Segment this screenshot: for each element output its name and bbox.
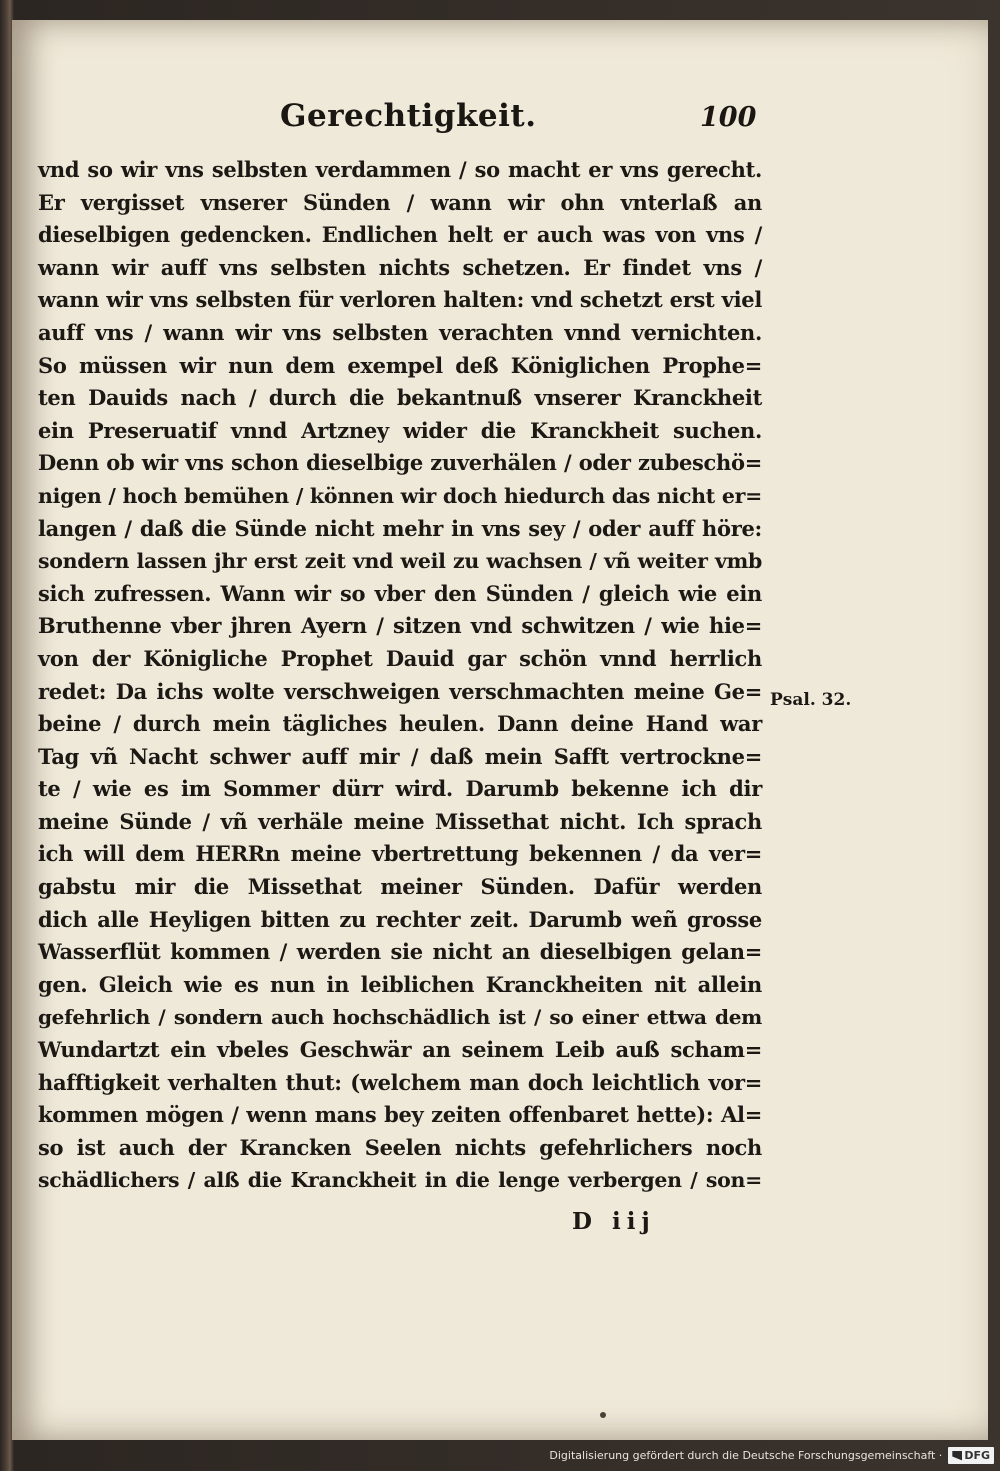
text-line: dieselbigen gedencken. Endlichen helt er auch was von vns / [38, 222, 762, 248]
text-line: Wundartzt ein vbeles Geschwär an seinem Leib auß scham= [38, 1037, 762, 1063]
book-page [12, 20, 988, 1440]
text-line: Tag vñ Nacht schwer auff mir / daß mein Safft vertrockne= [38, 743, 762, 769]
text-line: gen. Gleich wie es nun in leiblichen Kranckheiten nit allein [38, 971, 762, 997]
text-line: ten Dauids nach / durch die bekantnuß vnserer Kranckheit [38, 385, 762, 411]
text-line: Bruthenne vber jhren Ayern / sitzen vnd schwitzen / wie hie= [38, 613, 762, 639]
text-line: auff vns / wann wir vns selbsten verachten vnnd vernichten. [38, 319, 762, 345]
text-line: wann wir auff vns selbsten nichts schetzen. Er findet vns / [38, 254, 762, 280]
text-line: hafftigkeit verhalten thut: (welchem man doch leichtlich vor= [38, 1069, 762, 1095]
dfg-mark-icon [952, 1451, 962, 1461]
running-head [12, 98, 988, 148]
text-line: nigen / hoch bemühen / können wir doch hiedurch das nicht er= [38, 483, 762, 508]
text-line: Er vergisset vnserer Sünden / wann wir ohn vnterlaß an [38, 189, 762, 215]
dfg-logo-icon [948, 1447, 994, 1464]
text-line: ein Preseruatif vnnd Artzney wider die Kranckheit suchen. [38, 417, 762, 443]
text-line: gabstu mir die Missethat meiner Sünden. Dafür werden [38, 874, 762, 900]
text-line: so ist auch der Krancken Seelen nichts gefehrlichers noch [38, 1134, 762, 1160]
text-line: sich zufressen. Wann wir so vber den Sünden / gleich wie ein [38, 580, 762, 606]
text-line: kommen mögen / wenn mans bey zeiten offenbaret hette): Al= [38, 1102, 762, 1128]
page-title: Gerechtigkeit. [280, 98, 537, 134]
footer-bar [541, 1440, 1000, 1471]
text-line: So müssen wir nun dem exempel deß Königlichen Prophe= [38, 352, 762, 378]
body-text [38, 154, 762, 1197]
text-line: wann wir vns selbsten für verloren halten: vnd schetzt erst viel [38, 287, 762, 313]
text-line: Denn ob wir vns schon dieselbige zuverhälen / oder zubeschö= [38, 450, 762, 476]
dfg-logo-text: DFG [964, 1449, 990, 1462]
text-line: sondern lassen jhr erst zeit vnd weil zu wachsen / vñ weiter vmb [38, 549, 762, 574]
text-line: dich alle Heyligen bitten zu rechter zeit. Darumb weñ grosse [38, 906, 762, 932]
text-line: gefehrlich / sondern auch hochschädlich ist / so einer ettwa dem [38, 1005, 762, 1030]
text-line: te / wie es im Sommer dürr wird. Darumb bekenne ich dir [38, 776, 762, 802]
text-line: ich will dem HERRn meine vbertrettung bekennen / da ver= [38, 841, 762, 867]
signature-mark: D iij [572, 1208, 656, 1235]
text-line: von der Königliche Prophet Dauid gar schön vnnd herrlich [38, 645, 762, 671]
margin-note: Psal. 32. [770, 690, 852, 710]
page-number: 100 [700, 102, 757, 133]
paper-speck [600, 1412, 606, 1418]
text-line: langen / daß die Sünde nicht mehr in vns sey / oder auff höre: [38, 515, 762, 541]
text-line: meine Sünde / vñ verhäle meine Missethat nicht. Ich sprach [38, 808, 762, 834]
text-line: Wasserflüt kommen / werden sie nicht an dieselbigen gelan= [38, 939, 762, 965]
text-line: redet: Da ichs wolte verschweigen verschmachten meine Ge= [38, 678, 762, 704]
text-line: beine / durch mein tägliches heulen. Dann deine Hand war [38, 711, 762, 737]
text-line: schädlichers / alß die Kranckheit in die lenge verbergen / son= [38, 1168, 762, 1193]
funding-note: Digitalisierung gefördert durch die Deutsche Forschungsgemeinschaft · [549, 1449, 943, 1462]
text-line: vnd so wir vns selbsten verdammen / so macht er vns gerecht. [38, 157, 762, 182]
